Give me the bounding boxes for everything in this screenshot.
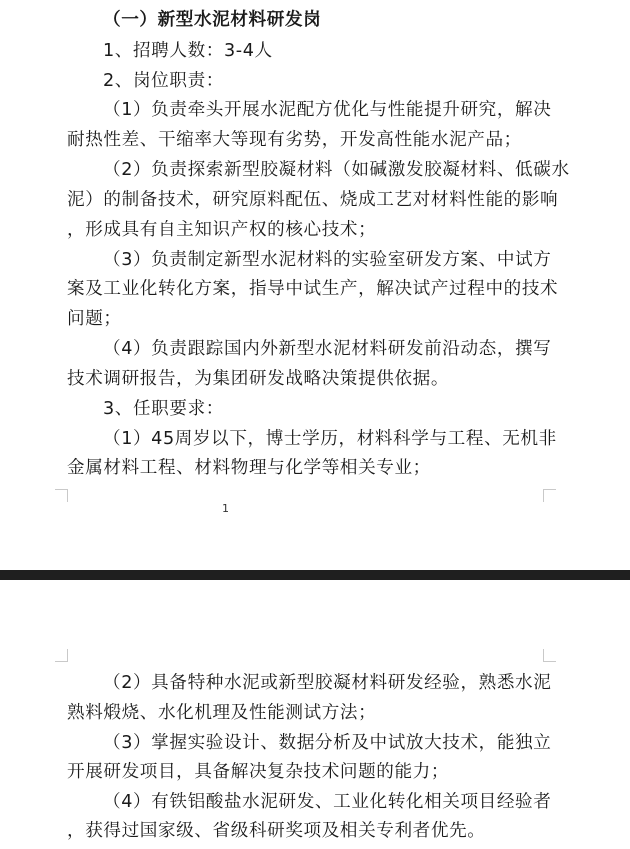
paragraph-line: 泥）的制备技术，研究原料配伍、烧成工艺对材料性能的影响 [67,190,559,210]
paragraph-line: 金属材料工程、材料物理与化学等相关专业； [67,458,431,478]
page-break-divider [0,570,630,580]
paragraph-line: 技术调研报告，为集团研发战略决策提供依据。 [67,369,450,389]
document-page-2 [0,580,630,849]
requirements-heading: 3、任职要求： [103,399,224,419]
paragraph-line: （1）45周岁以下，博士学历，材料科学与工程、无机非 [103,429,557,449]
paragraph-line: 开展研发项目，具备解决复杂技术问题的能力； [67,762,450,782]
paragraph-line: （3）负责制定新型水泥材料的实验室研发方案、中试方 [103,250,552,270]
paragraph-line: （1）负责牵头开展水泥配方优化与性能提升研究，解决 [103,100,552,120]
paragraph-line: （4）有铁铝酸盐水泥研发、工业化转化相关项目经验者 [103,792,552,812]
paragraph-line: ，形成具有自主知识产权的核心技术； [67,220,377,240]
paragraph-line: 熟料煅烧、水化机理及性能测试方法； [67,703,377,723]
paragraph-line: ，获得过国家级、省级科研奖项及相关专利者优先。 [67,821,486,841]
margin-corner-mark [55,649,68,662]
page-number: 1 [222,502,229,515]
margin-corner-mark [55,489,68,502]
paragraph-line: 耐热性差、干缩率大等现有劣势，开发高性能水泥产品； [67,130,522,150]
margin-corner-mark [543,489,556,502]
paragraph-line: （4）负责跟踪国内外新型水泥材料研发前沿动态，撰写 [103,339,552,359]
duties-heading: 2、岗位职责： [103,71,224,91]
paragraph-line: 案及工业化转化方案，指导中试生产，解决试产过程中的技术 [67,279,559,299]
paragraph-line: 问题； [67,309,122,329]
margin-corner-mark [543,649,556,662]
section-heading: （一）新型水泥材料研发岗 [103,10,322,30]
paragraph-line: （3）掌握实验设计、数据分析及中试放大技术，能独立 [103,733,552,753]
headcount-line: 1、招聘人数：3-4人 [103,41,273,61]
paragraph-line: （2）负责探索新型胶凝材料（如碱激发胶凝材料、低碳水 [103,160,570,180]
paragraph-line: （2）具备特种水泥或新型胶凝材料研发经验，熟悉水泥 [103,673,552,693]
